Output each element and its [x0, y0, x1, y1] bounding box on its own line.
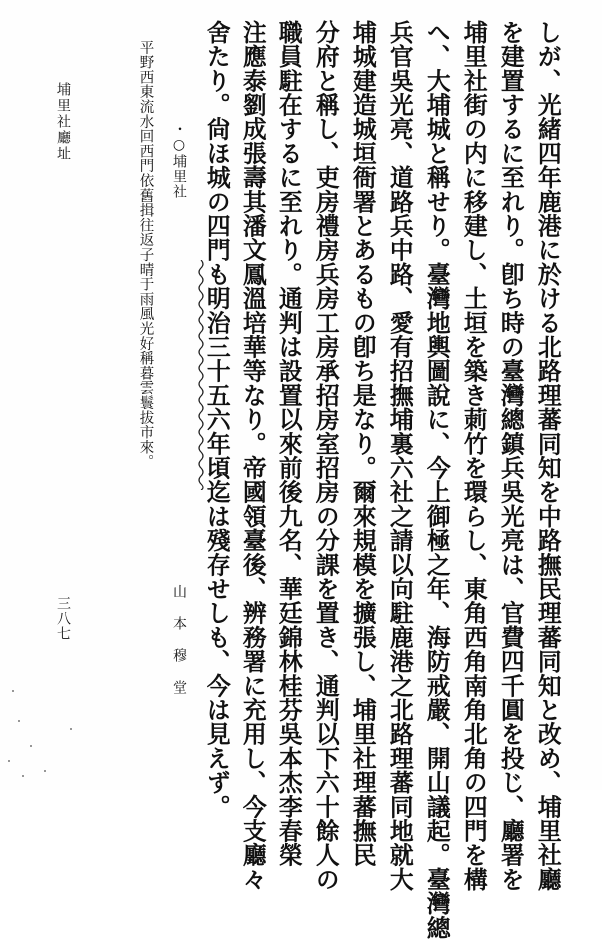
scan-speck	[30, 745, 32, 747]
body-column-7: 分府と稱し、吏房禮房兵房工房承招房室招房の分課を置き、通判以下六十餘人の	[311, 20, 340, 892]
body-column-9: 注應泰劉成張壽其潘文鳳溫培華等なり。帝國領臺後、辨務署に充用し、今支廳々	[238, 20, 267, 892]
running-title: 埔里社廳址	[55, 82, 71, 162]
page-number: 三八七	[55, 596, 71, 641]
body-column-8: 職員駐在するに至れり。通判は設置以來前後九名、華廷錦林桂芬吳本杰李春榮	[274, 20, 303, 867]
scan-speck	[44, 770, 46, 772]
scan-speck	[22, 775, 24, 777]
body-column-3: 埔里社街の内に移建し、土垣を築き莿竹を環らし、東角西角南角北角の四門を構	[459, 20, 488, 892]
wavy-divider	[195, 260, 207, 490]
body-column-4: へ、大埔城と稱せり。臺灣地輿圖說に、今上御極之年、海防戒嚴、開山議起。臺灣總	[422, 20, 451, 940]
body-column-5: 兵官吳光亮、道路兵中路、愛有招撫埔裏六社之請以向駐鹿港之北路理蕃同地就大	[385, 20, 414, 892]
body-column-1: しが、光緒四年鹿港に於ける北路理蕃同知を中路撫民理蕃同知と改め、埔里社廳	[533, 20, 562, 892]
scan-speck	[8, 760, 10, 762]
body-column-10: 舍たり。尙ほ城の四門も明治三十五六年頃迄は殘存せしも、今は見えず。	[202, 20, 231, 819]
poem-author: 山本穆堂	[171, 584, 187, 712]
scan-speck	[18, 720, 20, 722]
scan-speck	[70, 728, 72, 730]
body-column-6: 埔城建造城垣衙署とあるもの卽ち是なり。爾來規模を擴張し、埔里社理蕃撫民	[348, 20, 377, 867]
body-column-2: を建置するに至れり。卽ち時の臺灣總鎮兵吳光亮は、官費四千圓を投じ、廳署を	[496, 20, 525, 892]
poem-title: ・○埔里社	[171, 122, 187, 199]
scan-speck	[12, 690, 14, 692]
poem-line: 平野西東流水回西門依舊揖往返子晴于雨風光好稱暮雲鬟拔市來。	[137, 40, 154, 470]
